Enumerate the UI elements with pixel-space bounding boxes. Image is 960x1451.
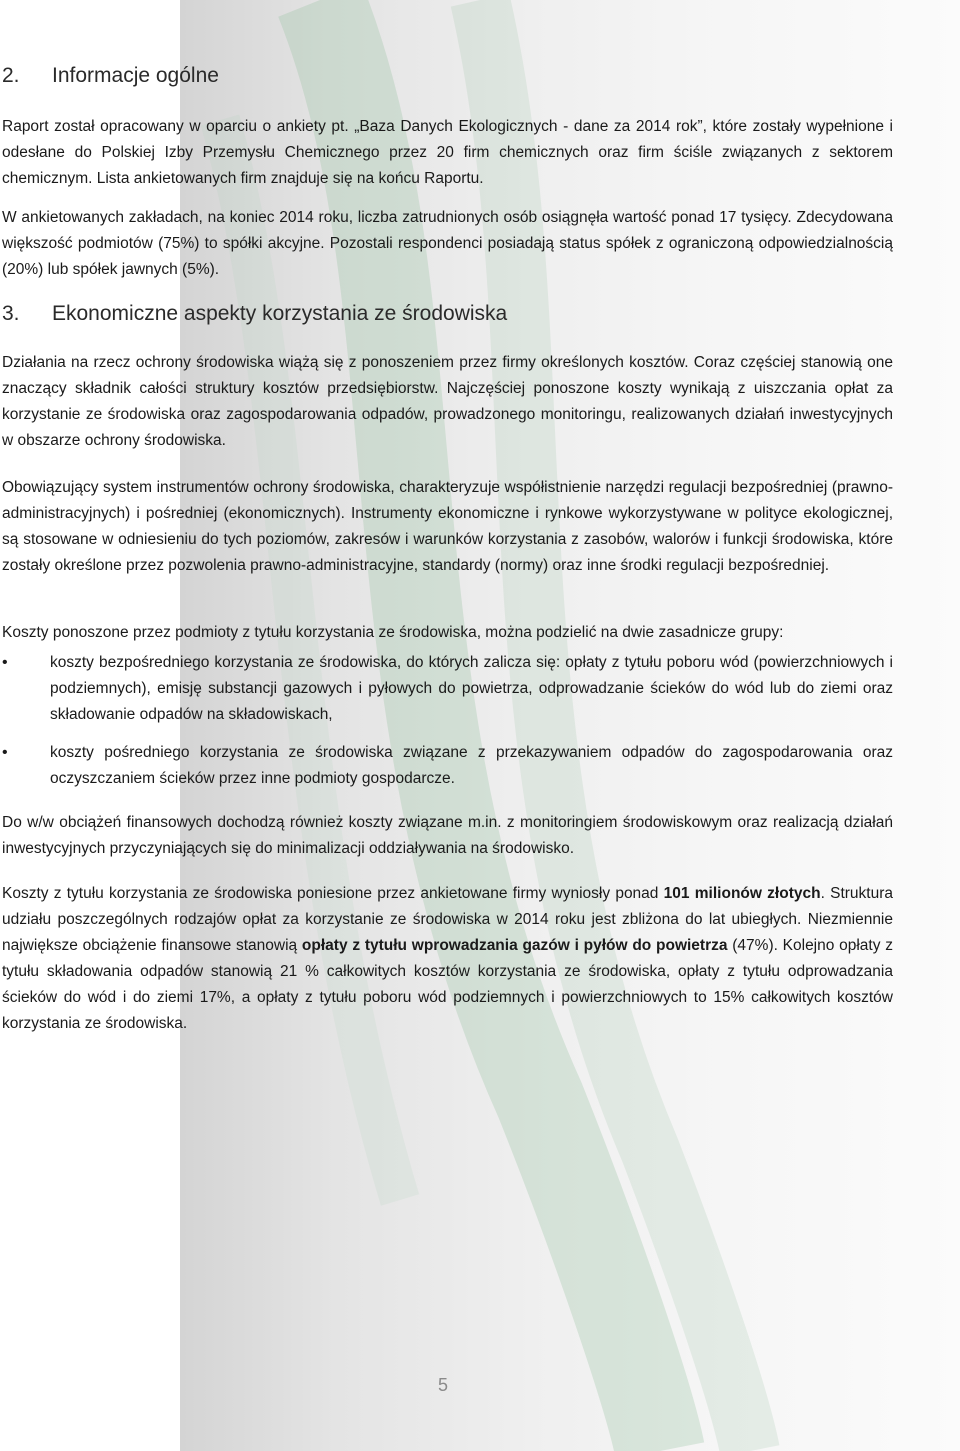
section-2-paragraph-1: Raport został opracowany w oparciu o ankiety pt. „Baza Danych Ekologicznych - dane za 2014 rok”, które zostały wypełnione i odesłane do Polskiej Izby Przemysłu Chemicznego przez 20 firm chemicznych oraz firm ściśle związanych z sektorem chemicznym. Lista ankietowanych firm znajduje się na końcu Raportu. [2,118,893,187]
section-3-paragraph-3: Koszty ponoszone przez podmioty z tytułu korzystania ze środowiska, można podzielić na dwie zasadnicze grupy: [2,624,784,641]
section-3-number: 3. [2,302,20,325]
list-item-text: koszty bezpośredniego korzystania ze środowiska, do których zalicza się: opłaty z tytułu poboru wód (powierzchniowych i podziemnych), emisję substancji gazowych i pyłowych do powietrza, odprowadzanie ścieków do wód lub do ziemi oraz składowanie odpadów na składowiskach, [50,654,893,723]
list-item [2,650,893,728]
section-3-title: Ekonomiczne aspekty korzystania ze środowiska [52,302,508,325]
list-item-text: koszty pośredniego korzystania ze środowiska związane z przekazywaniem odpadów do zagospodarowania oraz oczyszczaniem ścieków przez inne podmioty gospodarcze. [50,744,893,787]
paragraph-5-text-1: Koszty z tytułu korzystania ze środowiska poniesione przez ankietowane firmy wyniosły ponad [2,885,664,902]
section-3-paragraph-1: Działania na rzecz ochrony środowiska wiążą się z ponoszeniem przez firmy określonych kosztów. Coraz częściej stanowią one znaczący składnik całości struktury kosztów przedsiębiorstw. Najczęściej ponoszone koszty wynikają z uiszczania opłat za korzystanie ze środowiska oraz zagospodarowania odpadów, prowadzonego monitoringu, realizowanych działań inwestycyjnych w obszarze ochrony środowiska. [2,354,893,449]
page-number: 5 [438,1375,449,1395]
bullet-icon: • [2,654,8,671]
section-3-paragraph-5 [2,881,893,1037]
paragraph-5-text-3: (47%). Kolejno opłaty z tytułu składowania odpadów stanowią 21 % całkowitych kosztów korzystania ze środowiska, opłaty z tytułu odprowadzania ścieków do wód i do ziemi 17%, a opłaty z tytułu poboru wód podziemnych i powierzchniowych to 15% całkowitych kosztów korzystania ze środowiska. [2,937,893,1032]
paragraph-5-bold-amount: 101 milionów złotych [663,885,821,902]
section-3-paragraph-4: Do w/w obciążeń finansowych dochodzą również koszty związane m.in. z monitoringiem środowiskowym oraz realizacją działań inwestycyjnych przyczyniających się do minimalizacji oddziaływania na środowisko. [2,814,893,857]
section-2-number: 2. [2,64,20,87]
section-2-paragraph-2: W ankietowanych zakładach, na koniec 2014 roku, liczba zatrudnionych osób osiągnęła wartość ponad 17 tysięcy. Zdecydowana większość podmiotów (75%) to spółki akcyjne. Pozostali respondenci posiadają status spółek z ograniczoną odpowiedzialnością (20%) lub spółek jawnych (5%). [2,209,893,278]
section-2-heading [0,64,219,88]
section-2-title: Informacje ogólne [52,64,219,87]
section-3-paragraph-2: Obowiązujący system instrumentów ochrony środowiska, charakteryzuje współistnienie narzędzi regulacji bezpośredniej (prawno-administracyjnych) i pośredniej (ekonomicznych). Instrumenty ekonomiczne i rynkowe wykorzystywane w polityce ekologicznej, są stosowane w odniesieniu do tych poziomów, zakresów i warunków korzystania z zasobów, walorów i funkcji środowiska, które zostały określone przez pozwolenia prawno-administracyjne, standardy (normy) oraz inne środki regulacji bezpośredniej. [2,479,893,574]
list-item [2,740,893,792]
bullet-icon: • [2,744,8,761]
paragraph-5-text-2: . Struktura udziału poszczególnych rodzajów opłat za korzystanie ze środowiska w 2014 roku jest zbliżona do lat ubiegłych. Niezmiennie największe obciążenie finansowe stanowią [2,885,894,954]
section-3-heading [0,302,507,326]
paragraph-5-bold-fees: opłaty z tytułu wprowadzania gazów i pyłów do powietrza [301,937,728,954]
